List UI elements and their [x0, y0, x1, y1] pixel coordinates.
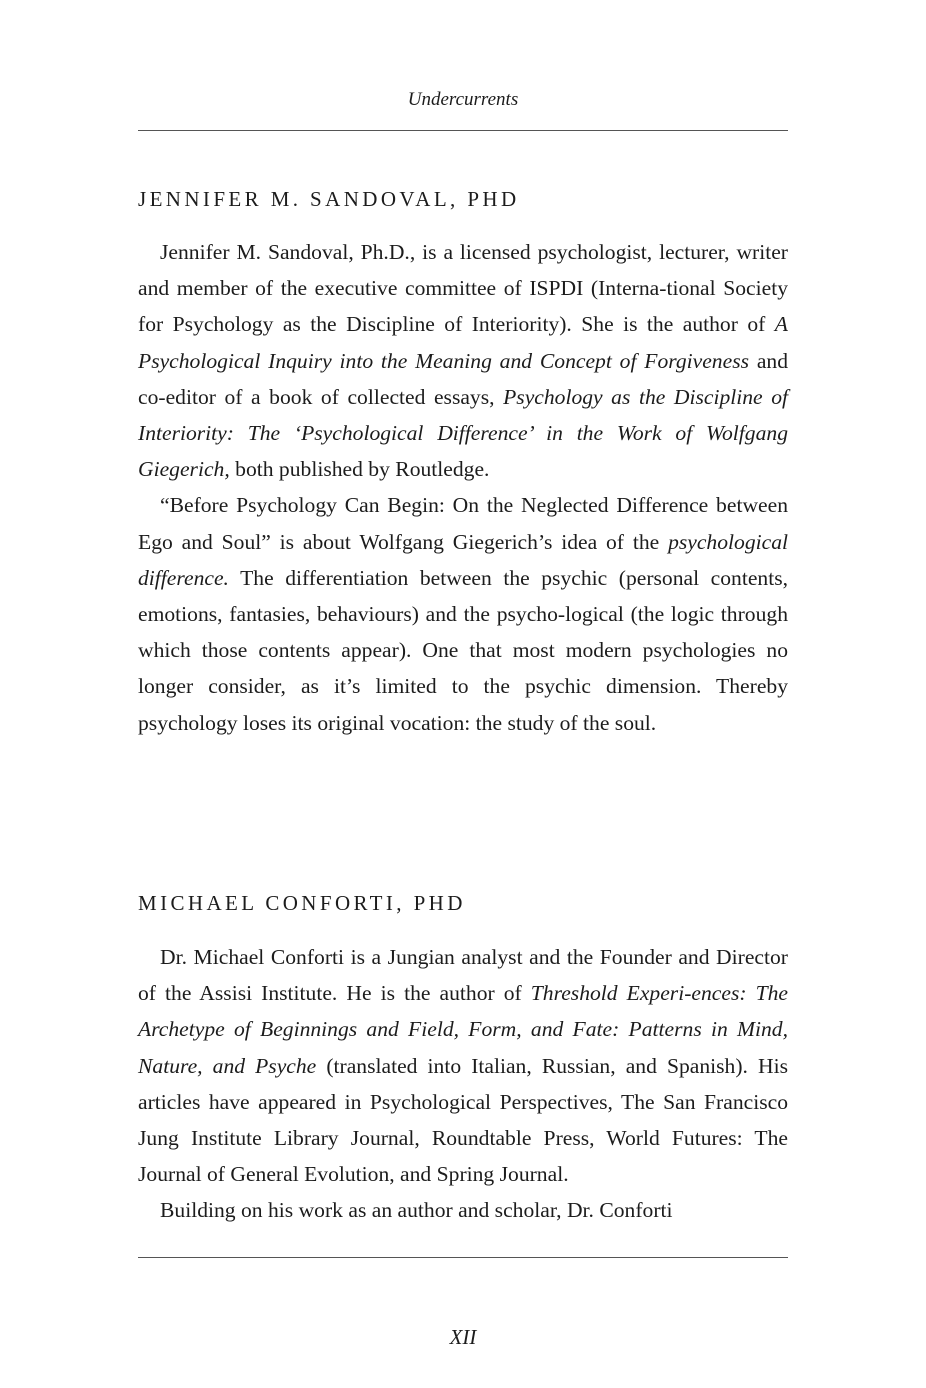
paragraph: [138, 1192, 788, 1228]
book-title: A Psychological Inquiry into the Meaning and Concept of Forgiveness: [138, 312, 788, 373]
footer-rule: [138, 1257, 788, 1258]
text-run: “Before Psychology Can Begin: On the Neglected Difference between Ego and Soul” is about Wolfgang Giegerich’s idea of the: [138, 493, 788, 554]
paragraph: [138, 234, 788, 487]
paragraph: [138, 939, 788, 1192]
paragraph: [138, 487, 788, 740]
section-body: [138, 939, 788, 1229]
page-number: XII: [449, 1325, 477, 1349]
section-heading: MICHAEL CONFORTI, PHD: [138, 891, 466, 915]
text-run: and co-editor of a book of collected essays,: [138, 348, 789, 409]
section-body: [138, 234, 788, 741]
emphasis: psychological difference.: [138, 529, 788, 590]
book-title: Psychology as the Discipline of Interiority: The ‘Psychological Difference’ in the Work of Wolfgang Giegerich,: [138, 384, 788, 482]
text-run: Dr. Michael Conforti is a Jungian analyst and the Founder and Director of the Assisi Institute. He is the author of: [138, 945, 788, 1006]
header-rule: [138, 130, 788, 131]
text-run: (translated into Italian, Russian, and Spanish). His articles have appeared in Psychological Perspectives, The San Francisco Jung Institute Library Journal, Roundtable Press, World Futures: The Journal of General Evolution, and Spring Journal.: [138, 1053, 788, 1187]
text-run: The differentiation between the psychic (personal contents, emotions, fantasies, behaviours) and the psycho-logical (the logic through which those contents appear). One that most modern psychologies no longer consider, as it’s limited to the psychic dimension. Thereby psychology loses its original vocation: the study of the soul.: [138, 565, 788, 735]
running-head: Undercurrents: [407, 89, 519, 110]
text-run: Jennifer M. Sandoval, Ph.D., is a licensed psychologist, lecturer, writer and member of the executive committee of ISPDI (Interna-tional Society for Psychology as the Discipline of Interiority). She is the author of: [138, 240, 788, 337]
text-run: both published by Routledge.: [229, 457, 490, 482]
text-run: Building on his work as an author and scholar, Dr. Conforti: [160, 1198, 673, 1223]
book-title: Threshold Experi-ences: The Archetype of Beginnings and Field, Form, and Fate: Patterns in Mind, Nature, and Psyche: [138, 981, 788, 1078]
section-heading: JENNIFER M. SANDOVAL, PHD: [138, 187, 520, 211]
